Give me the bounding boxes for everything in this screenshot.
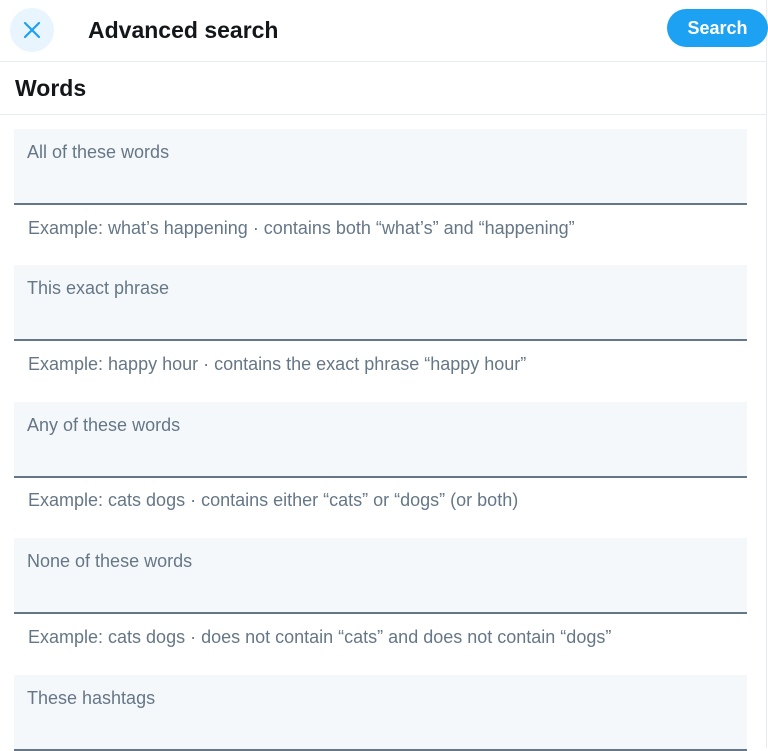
exact-phrase-field[interactable] [14, 265, 747, 341]
none-words-input[interactable] [27, 578, 731, 606]
hashtags-label: These hashtags [27, 688, 156, 708]
exact-phrase-label: This exact phrase [27, 278, 170, 298]
none-words-hint: Example: cats dogs · does not contain “cats” and does not contain “dogs” [28, 627, 612, 647]
all-words-input[interactable] [27, 169, 731, 197]
all-words-field[interactable] [14, 129, 747, 205]
hashtags-field[interactable] [14, 675, 747, 751]
section-title: Words [15, 75, 87, 101]
page-title: Advanced search [88, 17, 279, 43]
all-words-label: All of these words [27, 142, 170, 162]
exact-phrase-input[interactable] [27, 305, 731, 333]
none-words-label: None of these words [27, 551, 193, 571]
all-words-hint: Example: what’s happening · contains both “what’s” and “happening” [28, 218, 575, 238]
section-header-words [0, 62, 767, 115]
any-words-field[interactable] [14, 402, 747, 478]
hashtags-input[interactable] [27, 715, 731, 743]
words-form [0, 115, 767, 748]
top-bar [0, 0, 767, 62]
any-words-hint: Example: cats dogs · contains either “cats” or “dogs” (or both) [28, 490, 519, 510]
any-words-input[interactable] [27, 442, 731, 470]
close-button[interactable] [10, 8, 54, 52]
search-button[interactable]: Search [667, 9, 768, 47]
exact-phrase-hint: Example: happy hour · contains the exact phrase “happy hour” [28, 354, 527, 374]
any-words-label: Any of these words [27, 415, 181, 435]
none-words-field[interactable] [14, 538, 747, 614]
close-icon [22, 20, 42, 40]
